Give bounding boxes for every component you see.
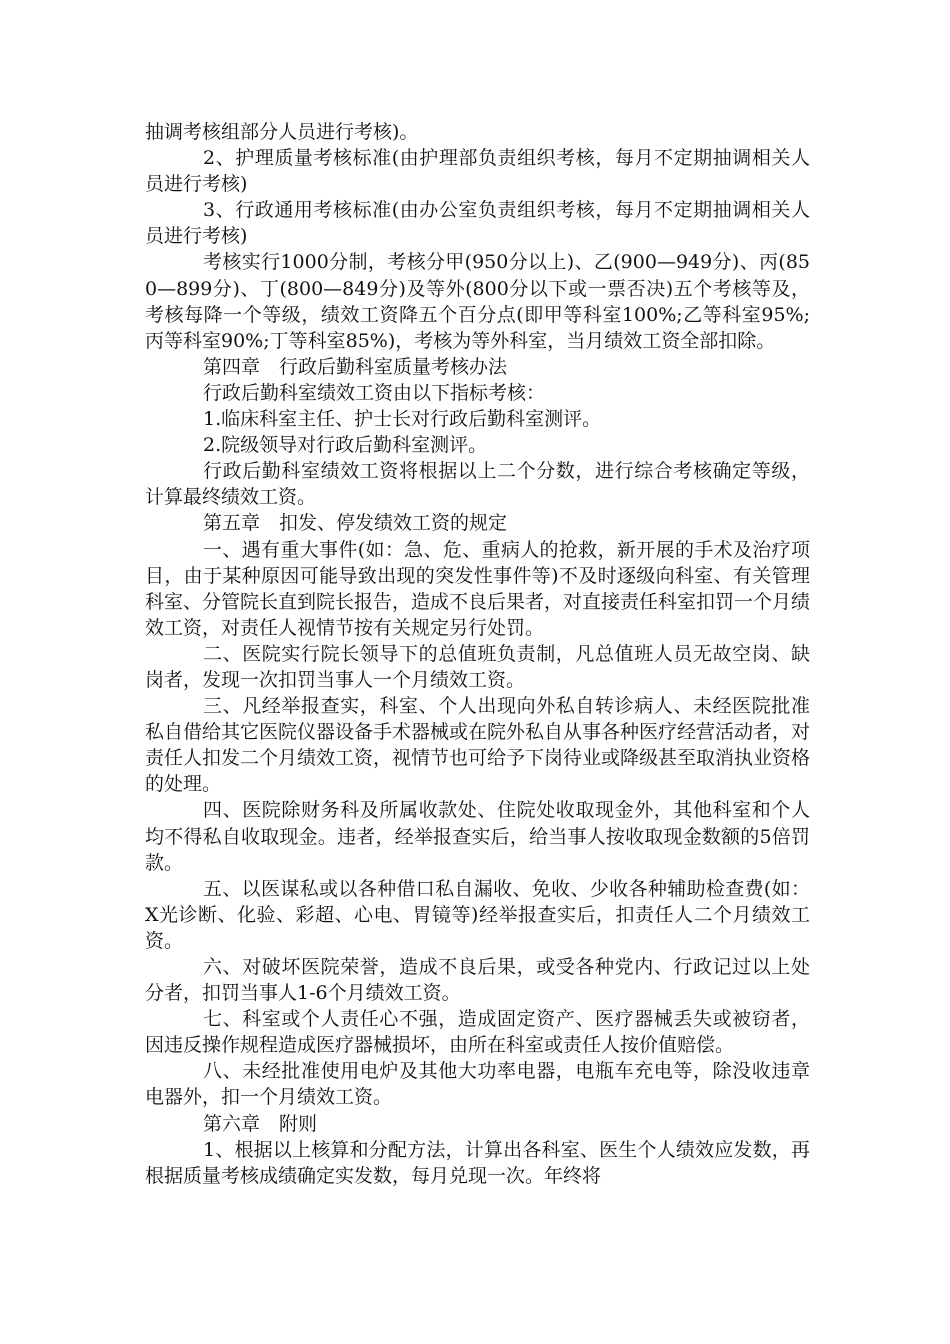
rule-8: 八、未经批准使用电炉及其他大功率电器，电瓶车充电等，除没收违章电器外，扣一个月绩效工资。 (145, 1060, 810, 1109)
paragraph-nursing-standard: 2、护理质量考核标准(由护理部负责组织考核，每月不定期抽调相关人员进行考核) (145, 147, 810, 196)
list-item-1: 1.临床科室主任、护士长对行政后勤科室测评。 (203, 408, 602, 431)
paragraph-scoring-system: 考核实行1000分制，考核分甲(950分以上)、乙(900—949分)、丙(850—899分)、丁(800—849分)及等外(800分以下或一票否决)五个考核等及，考核每降一个等级，绩效工资降五个百分点(即甲等科室100%;乙等科室95%;丙等科室90%;丁等科室85%)，考核为等外科室，当月绩效工资全部扣除。 (145, 251, 810, 352)
rule-3: 三、凡经举报查实，科室、个人出现向外私自转诊病人、未经医院批准私自借给其它医院仪器设备手术器械或在院外私自从事各种医疗经营活动者，对责任人扣发二个月绩效工资，视情节也可给予下岗待业或降级甚至取消执业资格的处理。 (145, 695, 811, 796)
paragraph-admin-standard: 3、行政通用考核标准(由办公室负责组织考核，每月不定期抽调相关人员进行考核) (145, 199, 810, 248)
chapter-6-heading: 第六章 附则 (203, 1112, 318, 1135)
appendix-item-1: 1、根据以上核算和分配方法，计算出各科室、医生个人绩效应发数，再根据质量考核成绩确定实发数，每月兑现一次。年终将 (145, 1138, 810, 1187)
rule-2: 二、医院实行院长领导下的总值班负责制，凡总值班人员无故空岗、缺岗者，发现一次扣罚当事人一个月绩效工资。 (145, 642, 810, 691)
chapter-5-heading: 第五章 扣发、停发绩效工资的规定 (203, 512, 508, 535)
rule-7: 七、科室或个人责任心不强，造成固定资产、医疗器械丢失或被窃者，因违反操作规程造成医疗器械损坏，由所在科室或责任人按价值赔偿。 (145, 1008, 810, 1057)
document-page (145, 119, 810, 1189)
list-item-2: 2.院级领导对行政后勤科室测评。 (203, 434, 488, 457)
rule-6: 六、对破坏医院荣誉，造成不良后果，或受各种党内、行政记过以上处分者，扣罚当事人1-6个月绩效工资。 (145, 956, 810, 1005)
paragraph-continuation: 抽调考核组部分人员进行考核)。 (145, 121, 419, 143)
paragraph-admin-indicators: 行政后勤科室绩效工资由以下指标考核： (203, 381, 546, 404)
rule-4: 四、医院除财务科及所属收款处、住院处收取现金外，其他科室和个人均不得私自收取现金。违者，经举报查实后，给当事人按收取现金数额的5倍罚款。 (145, 799, 810, 874)
rule-5: 五、以医谋私或以各种借口私自漏收、免收、少收各种辅助检查费(如：X光诊断、化验、彩超、心电、胃镜等)经举报查实后，扣责任人二个月绩效工资。 (145, 877, 810, 952)
paragraph-admin-final: 行政后勤科室绩效工资将根据以上二个分数，进行综合考核确定等级，计算最终绩效工资。 (145, 460, 810, 509)
rule-1: 一、遇有重大事件(如：急、危、重病人的抢救，新开展的手术及治疗项目，由于某种原因可能导致出现的突发性事件等)不及时逐级向科室、有关管理科室、分管院长直到院长报告，造成不良后果者，对直接责任科室扣罚一个月绩效工资，对责任人视情节按有关规定另行处罚。 (145, 538, 811, 639)
chapter-4-heading: 第四章 行政后勤科室质量考核办法 (203, 355, 508, 378)
